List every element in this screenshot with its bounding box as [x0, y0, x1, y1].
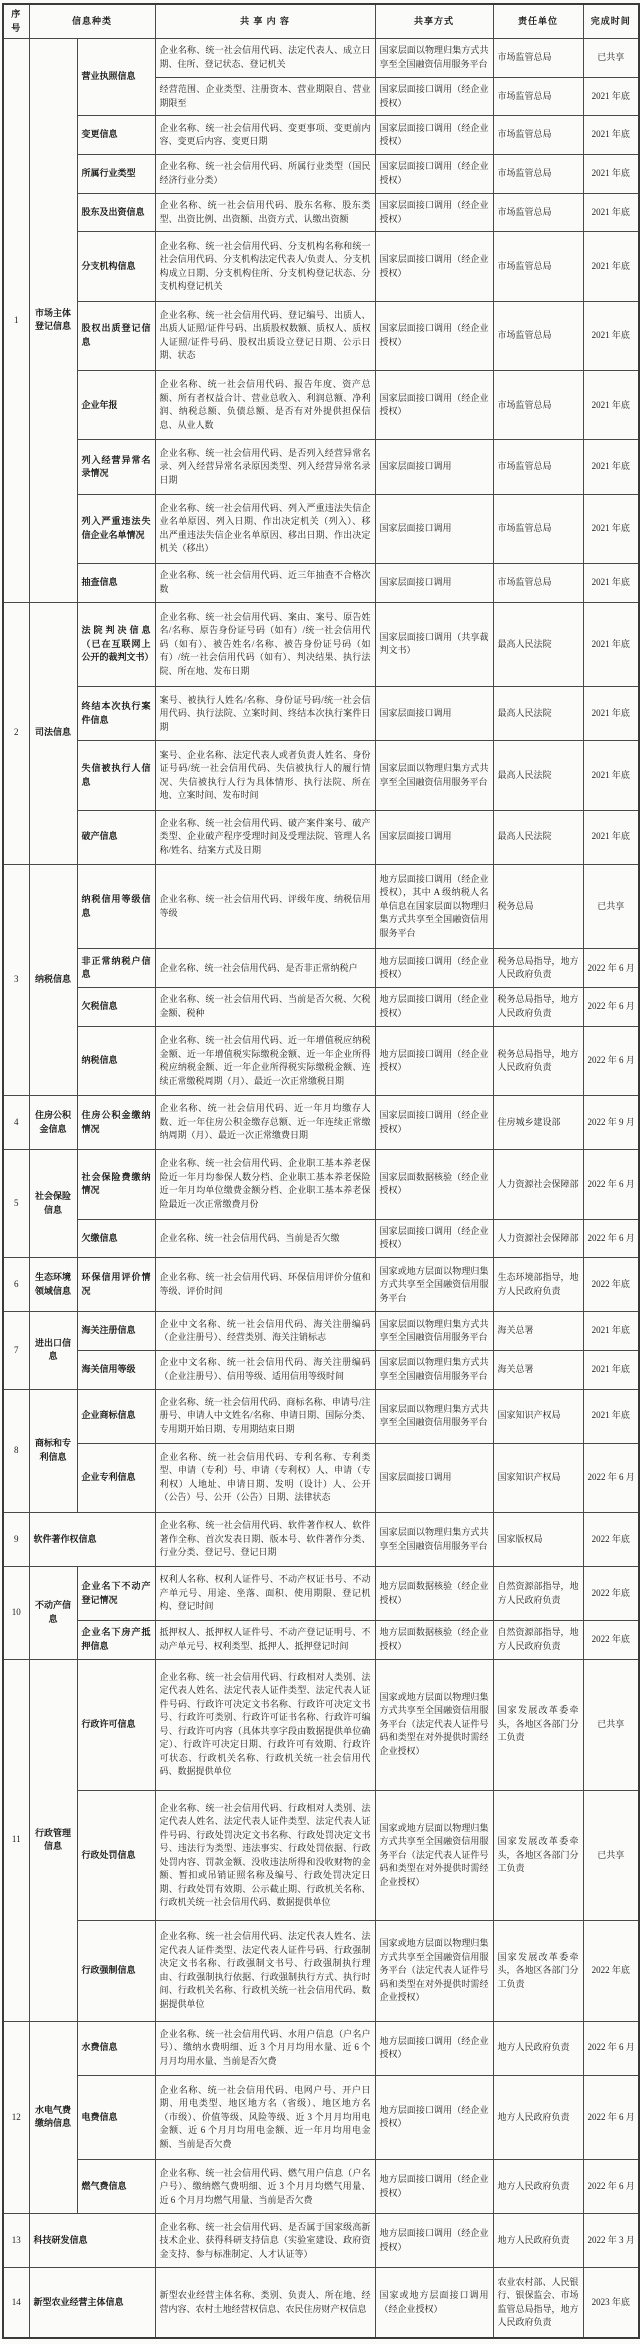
- method-cell: 地方层面接口调用（经企业授权）: [375, 949, 493, 988]
- method-cell: 地方层面接口调用（经企业授权）: [375, 2160, 493, 2214]
- type-cell: 非正常纳税户信息: [77, 949, 155, 988]
- table-row: [3, 440, 639, 494]
- content-cell: 企业名称、统一社会信用代码、行政相对人类别、法定代表人姓名、法定代表人证件类型、法定代表人证件号码、行政许可决定文书名称、行政许可决定文书号、行政许可类别、行政许可证书名称、行政许可编号、行政许可内容（具体共享字段由数据提供单位确定）、行政许可决定日期、行政许可有效期、行政许可状态、行政机关名称、行政机关统一社会信用代码、数据提供单位: [155, 1659, 375, 1790]
- type-cell: 住房公积金缴纳情况: [77, 1096, 155, 1150]
- content-cell: 企业名称、统一社会信用代码、当前是否欠缴: [155, 1219, 375, 1258]
- unit-cell: 国家知识产权局: [493, 1389, 583, 1443]
- category-cell: 市场主体登记信息: [29, 39, 77, 603]
- method-cell: 地方层面数据核验（经企业授权）: [375, 1567, 493, 1621]
- unit-cell: 税务总局指导，地方人民政府负责: [493, 988, 583, 1027]
- unit-cell: 地方人民政府负责: [493, 2214, 583, 2268]
- content-cell: 企业名称、统一社会信用代码、近三年抽查不合格次数: [155, 563, 375, 602]
- content-cell: 企业名称、统一社会信用代码、近一年增值税应纳税金额、近一年增值税实际缴税金额、近一年企业所得税应纳税金额、近一年企业所得税实际缴税金额、连续正常缴税周期（月）、最近一次正常缴税日期: [155, 1026, 375, 1095]
- type-cell: 破产信息: [77, 810, 155, 864]
- time-cell: 2022 年 6 月: [583, 1026, 639, 1095]
- type-cell: 海关注册信息: [77, 1312, 155, 1351]
- method-cell: 国家层面接口调用: [375, 563, 493, 602]
- table-row: [3, 1790, 639, 1921]
- type-cell: 所属行业类型: [77, 155, 155, 194]
- type-cell: 营业执照信息: [77, 39, 155, 116]
- time-cell: 2022 年底: [583, 1258, 639, 1312]
- row-number-cell: 2: [3, 602, 29, 864]
- header-completion-time: 完成时间: [583, 4, 639, 39]
- method-cell: 地方层面接口调用（经企业授权）: [375, 2075, 493, 2160]
- time-cell: 2021 年底: [583, 1350, 639, 1389]
- table-row: [3, 1026, 639, 1095]
- time-cell: 2021 年底: [583, 232, 639, 301]
- time-cell: 2022 年底: [583, 1513, 639, 1567]
- time-cell: 2022 年 6 月: [583, 1219, 639, 1258]
- unit-cell: 国家发展改革委牵头，各地区各部门分工负责: [493, 1790, 583, 1921]
- type-cell: 海关信用等级: [77, 1350, 155, 1389]
- method-cell: 国家层面以物理归集方式共享至全国融资信用服务平台: [375, 741, 493, 810]
- category-cell: 纳税信息: [29, 864, 77, 1095]
- type-cell: 行政许可信息: [77, 1659, 155, 1790]
- time-cell: 2021 年底: [583, 741, 639, 810]
- row-number-cell: 3: [3, 864, 29, 1095]
- row-number-cell: 13: [3, 2214, 29, 2268]
- table-row: [3, 1350, 639, 1389]
- table-row: [3, 741, 639, 810]
- type-cell: 企业商标信息: [77, 1389, 155, 1443]
- unit-cell: 住房城乡建设部: [493, 1096, 583, 1150]
- content-cell: 经营范围、企业类型、注册资本、营业期限自、营业期限至: [155, 77, 375, 116]
- type-cell: 欠缴信息: [77, 1219, 155, 1258]
- time-cell: 2021 年底: [583, 77, 639, 116]
- method-cell: 国家层面接口调用（经企业授权）: [375, 77, 493, 116]
- method-cell: 国家层面接口调用（经企业授权）: [375, 232, 493, 301]
- time-cell: 2021 年底: [583, 116, 639, 155]
- time-cell: 已共享: [583, 864, 639, 949]
- type-cell: 社会保险费缴纳情况: [77, 1150, 155, 1219]
- content-cell: 新型农业经营主体名称、类别、负责人、所在地、经营内容、农村土地经营权信息、农民住房财产权信息: [155, 2268, 375, 2338]
- type-cell: 企业专利信息: [77, 1443, 155, 1512]
- category-cell: 司法信息: [29, 602, 77, 864]
- table-row: [3, 810, 639, 864]
- content-cell: 企业名称、统一社会信用代码、行政相对人类别、法定代表人姓名、法定代表人证件类型、法定代表人证件号码、行政处罚决定文书名称、行政处罚决定文书号、违法行为类型、违法事实、行政处罚依据、行政处罚内容、罚款金额、没收违法所得和没收财物的金额、暂扣或吊销证照名称及编号、行政处罚决定日期、行政处罚有效期、公示截止期、行政机关名称、行政机关统一社会信用代码、数据提供单位: [155, 1790, 375, 1921]
- table-row: [3, 193, 639, 232]
- content-cell: 权利人名称、权利人证件号、不动产权证书号、不动产单元号、用途、坐落、面积、使用期限、登记机构、登记时间: [155, 1567, 375, 1621]
- method-cell: 国家层面接口调用（共享裁判文书）: [375, 602, 493, 687]
- header-sharing-method: 共享方式: [375, 4, 493, 39]
- content-cell: 企业名称、统一社会信用代码、环保信用评价分值和等级、评价时间: [155, 1258, 375, 1312]
- category-cell: 商标和专利信息: [29, 1389, 77, 1512]
- method-cell: 国家层面以物理归集方式共享至全国融资信用服务平台: [375, 1389, 493, 1443]
- table-row: [3, 2268, 639, 2338]
- unit-cell: 市场监管总局: [493, 77, 583, 116]
- type-cell: 失信被执行人信息: [77, 741, 155, 810]
- time-cell: 2021 年底: [583, 193, 639, 232]
- time-cell: 2022 年底: [583, 1621, 639, 1660]
- unit-cell: 国家版权局: [493, 1513, 583, 1567]
- content-cell: 企业名称、统一社会信用代码、所属行业类型（国民经济行业分类）: [155, 155, 375, 194]
- category-cell: 生态环境领域信息: [29, 1258, 77, 1312]
- unit-cell: 海关总署: [493, 1312, 583, 1351]
- method-cell: 国家层面接口调用: [375, 494, 493, 563]
- method-cell: 地方层面数据核验（经企业授权）: [375, 1621, 493, 1660]
- table-row: [3, 2075, 639, 2160]
- table-row: [3, 1258, 639, 1312]
- content-cell: 企业名称、统一社会信用代码、法定代表人、成立日期、住所、登记状态、登记机关: [155, 39, 375, 78]
- method-cell: 国家层面以物理归集方式共享至全国融资信用服务平台: [375, 1350, 493, 1389]
- category-cell: 行政管理信息: [29, 1659, 77, 2021]
- time-cell: 2022 年 6 月: [583, 988, 639, 1027]
- table-row: [3, 563, 639, 602]
- type-cell: 列入经营异常名录情况: [77, 440, 155, 494]
- unit-cell: 农业农村部、人民银行、银保监会、市场监管总局指导，地方人民政府负责: [493, 2268, 583, 2338]
- table-row: [3, 1443, 639, 1512]
- time-cell: 2022 年 6 月: [583, 2021, 639, 2075]
- content-cell: 企业名称、统一社会信用代码、列入严重违法失信企业名单原因、列入日期、作出决定机关（列入）、移出严重违法失信企业名单原因、移出日期、作出决定机关（移出）: [155, 494, 375, 563]
- time-cell: 2022 年 6 月: [583, 949, 639, 988]
- content-cell: 企业名称、统一社会信用代码、是否列入经营异常名录、列入经营异常名录原因类型、列入经营异常名录日期: [155, 440, 375, 494]
- type-cell: 电费信息: [77, 2075, 155, 2160]
- unit-cell: 市场监管总局: [493, 563, 583, 602]
- content-cell: 案号、企业名称、法定代表人或者负责人姓名、身份证号码/统一社会信用代码、失信被执行人的履行情况、失信被执行人行为具体情形、执行法院、所在地、立案时间、发布时间: [155, 741, 375, 810]
- table-row: [3, 2160, 639, 2214]
- unit-cell: 生态环境部指导，地方人民政府负责: [493, 1258, 583, 1312]
- unit-cell: 市场监管总局: [493, 440, 583, 494]
- time-cell: 2021 年底: [583, 687, 639, 741]
- method-cell: 地方层面接口调用（经企业授权）: [375, 2021, 493, 2075]
- content-cell: 企业名称、统一社会信用代码、电网户号、开户日期、用电类型、地区地方名（省级）、地区地方名（市级）、价值等级、风险等级、近 3 个月月均用电金额、近 6 个月月均用电金额、近一年月均用电金额、当前是否欠费: [155, 2075, 375, 2160]
- method-cell: 国家层面接口调用（经企业授权）: [375, 116, 493, 155]
- type-cell: 股权出质登记信息: [77, 301, 155, 370]
- time-cell: 2021 年底: [583, 301, 639, 370]
- unit-cell: 最高人民法院: [493, 602, 583, 687]
- content-cell: 企业名称、统一社会信用代码、评级年度、纳税信用等级: [155, 864, 375, 949]
- time-cell: 已共享: [583, 1790, 639, 1921]
- type-cell: 变更信息: [77, 116, 155, 155]
- table-row: [3, 371, 639, 440]
- time-cell: 2021 年底: [583, 440, 639, 494]
- content-cell: 企业名称、统一社会信用代码、燃气用户信息（户名户号）、缴纳燃气费明细、近 3 个月月均燃气用量、近 6 个月月均燃气用量、当前是否欠费: [155, 2160, 375, 2214]
- table-row: [3, 1513, 639, 1567]
- content-cell: 企业名称、统一社会信用代码、当前是否欠税、欠税金额、税种: [155, 988, 375, 1027]
- method-cell: 地方层面接口调用（经企业授权），其中 A 级纳税人名单信息在国家层面以物理归集方式共享至全国融资信用服务平台: [375, 864, 493, 949]
- row-number-cell: 9: [3, 1513, 29, 1567]
- header-shared-content: 共 享 内 容: [155, 4, 375, 39]
- type-cell: 水费信息: [77, 2021, 155, 2075]
- type-cell: 纳税信息: [77, 1026, 155, 1095]
- type-cell: 企业年报: [77, 371, 155, 440]
- unit-cell: 市场监管总局: [493, 193, 583, 232]
- category-cell: 社会保险信息: [29, 1150, 77, 1258]
- unit-cell: 国家发展改革委牵头，各地区各部门分工负责: [493, 1659, 583, 1790]
- method-cell: 国家或地方层面以物理归集方式共享至全国融资信用服务平台（法定代表人证件号码和类型在对外提供时需经企业授权）: [375, 1659, 493, 1790]
- time-cell: 2022 年 6 月: [583, 1443, 639, 1512]
- unit-cell: 税务总局指导，地方人民政府负责: [493, 949, 583, 988]
- method-cell: 国家层面以物理归集方式共享至全国融资信用服务平台: [375, 1312, 493, 1351]
- table-row: [3, 1567, 639, 1621]
- content-cell: 企业名称、统一社会信用代码、企业职工基本养老保险近一年月均参保人数分档、企业职工基本养老保险近一年月均单位缴费金额分档、企业职工基本养老保险最近一次正常缴费月份: [155, 1150, 375, 1219]
- table-row: [3, 949, 639, 988]
- time-cell: 2023 年底: [583, 2268, 639, 2338]
- table-row: [3, 494, 639, 563]
- table-row: [3, 232, 639, 301]
- unit-cell: 最高人民法院: [493, 687, 583, 741]
- info-sharing-table: [2, 3, 640, 2339]
- row-number-cell: 12: [3, 2021, 29, 2214]
- table-row: [3, 864, 639, 949]
- table-row: [3, 39, 639, 78]
- method-cell: 国家层面以物理归集方式共享至全国融资信用服务平台: [375, 39, 493, 78]
- method-cell: 国家层面接口调用（经企业授权）: [375, 1096, 493, 1150]
- time-cell: 已共享: [583, 39, 639, 78]
- table-body: [3, 39, 639, 2339]
- time-cell: 2021 年底: [583, 155, 639, 194]
- time-cell: 2021 年底: [583, 494, 639, 563]
- unit-cell: 自然资源部指导，地方人民政府负责: [493, 1621, 583, 1660]
- row-number-cell: 4: [3, 1096, 29, 1150]
- row-number-cell: 11: [3, 1659, 29, 2021]
- row-number-cell: 8: [3, 1389, 29, 1512]
- time-cell: 2021 年底: [583, 602, 639, 687]
- content-cell: 企业中文名称、统一社会信用代码、海关注册编码（企业注册号）、信用等级、适用信用等级时间: [155, 1350, 375, 1389]
- type-cell: 行政处罚信息: [77, 1790, 155, 1921]
- category-cell: 进出口信息: [29, 1312, 77, 1389]
- table-row: [3, 1621, 639, 1660]
- content-cell: 企业名称、统一社会信用代码、近一年月均缴存人数、近一年住房公积金缴存总额、近一年连续正常缴纳周期（月）、最近一次正常缴费日期: [155, 1096, 375, 1150]
- time-cell: 2021 年底: [583, 371, 639, 440]
- row-number-cell: 10: [3, 1567, 29, 1660]
- content-cell: 企业名称、统一社会信用代码、水用户信息（户名户号）、缴纳水费明细、近 3 个月月均用水量、近 6 个月月均用水量、当前是否欠费: [155, 2021, 375, 2075]
- table-row: [3, 988, 639, 1027]
- method-cell: 国家层面接口调用: [375, 440, 493, 494]
- type-cell: 企业名下房产抵押信息: [77, 1621, 155, 1660]
- unit-cell: 自然资源部指导，地方人民政府负责: [493, 1567, 583, 1621]
- row-number-cell: 7: [3, 1312, 29, 1389]
- category-cell: 软件著作权信息: [29, 1513, 155, 1567]
- time-cell: 2022 年底: [583, 1921, 639, 2021]
- content-cell: 企业名称、统一社会信用代码、是否非正常纳税户: [155, 949, 375, 988]
- table-row: [3, 1096, 639, 1150]
- type-cell: 行政强制信息: [77, 1921, 155, 2021]
- table-row: [3, 1312, 639, 1351]
- time-cell: 2021 年底: [583, 1389, 639, 1443]
- type-cell: 企业名下不动产登记情况: [77, 1567, 155, 1621]
- unit-cell: 市场监管总局: [493, 494, 583, 563]
- method-cell: 国家层面接口调用: [375, 1443, 493, 1512]
- content-cell: 抵押权人、抵押权人证件号、不动产登记证明号、不动产单元号、权利类型、抵押人、抵押登记时间: [155, 1621, 375, 1660]
- method-cell: 国家层面接口调用（经企业授权）: [375, 193, 493, 232]
- row-number-cell: 14: [3, 2268, 29, 2338]
- category-cell: 水电气费缴纳信息: [29, 2021, 77, 2214]
- time-cell: 2022 年底: [583, 1567, 639, 1621]
- table-row: [3, 2214, 639, 2268]
- method-cell: 国家层面接口调用: [375, 810, 493, 864]
- method-cell: 国家或地方层面接口调用（经企业授权）: [375, 2268, 493, 2338]
- type-cell: 欠税信息: [77, 988, 155, 1027]
- category-cell: 不动产信息: [29, 1567, 77, 1660]
- row-number-cell: 1: [3, 39, 29, 603]
- method-cell: 国家或地方层面以物理归集方式共享至全国融资信用服务平台（法定代表人证件号码和类型在对外提供时需经企业授权）: [375, 1921, 493, 2021]
- content-cell: 企业名称、统一社会信用代码、变更事项、变更前内容、变更后内容、变更日期: [155, 116, 375, 155]
- content-cell: 企业中文名称、统一社会信用代码、海关注册编码（企业注册号）、经营类别、海关注销标志: [155, 1312, 375, 1351]
- method-cell: 国家层面接口调用（经企业授权）: [375, 1219, 493, 1258]
- method-cell: 国家层面接口调用（经企业授权）: [375, 301, 493, 370]
- content-cell: 企业名称、统一社会信用代码、股东名称、股东类型、出资比例、出资额、出资方式、认缴出资额: [155, 193, 375, 232]
- time-cell: 2022 年 6 月: [583, 2160, 639, 2214]
- table-row: [3, 301, 639, 370]
- time-cell: 2021 年底: [583, 810, 639, 864]
- content-cell: 企业名称、统一社会信用代码、破产案件案号、破产类型、企业破产程序受理时间及受理法院、管理人名称/姓名、结案方式及日期: [155, 810, 375, 864]
- type-cell: 纳税信用等级信息: [77, 864, 155, 949]
- unit-cell: 税务总局指导，地方人民政府负责: [493, 1026, 583, 1095]
- unit-cell: 市场监管总局: [493, 155, 583, 194]
- unit-cell: 最高人民法院: [493, 810, 583, 864]
- content-cell: 企业名称、统一社会信用代码、分支机构名称和统一社会信用代码、分支机构法定代表人/负责人、分支机构成立日期、分支机构住所、分支机构登记状态、分支机构登记机关: [155, 232, 375, 301]
- header-serial-number: 序号: [3, 4, 29, 39]
- unit-cell: 市场监管总局: [493, 232, 583, 301]
- type-cell: 分支机构信息: [77, 232, 155, 301]
- row-number-cell: 5: [3, 1150, 29, 1258]
- content-cell: 企业名称、统一社会信用代码、登记编号、出质人、出质人证照/证件号码、出质股权数额、质权人、质权人证照/证件号码、股权出质设立登记日期、公示日期、状态: [155, 301, 375, 370]
- type-cell: 燃气费信息: [77, 2160, 155, 2214]
- table-row: [3, 116, 639, 155]
- time-cell: 2022 年 9 月: [583, 1096, 639, 1150]
- time-cell: 2022 年 3 月: [583, 2214, 639, 2268]
- content-cell: 企业名称、统一社会信用代码、软件著作权人、软件著作全称、首次发表日期、版本号、软件著作分类、行业分类、登记号、登记日期: [155, 1513, 375, 1567]
- table-row: [3, 1150, 639, 1219]
- content-cell: 企业名称、统一社会信用代码、报告年度、资产总额、所有者权益合计、营业总收入、利润总额、净利润、纳税总额、负债总额、是否有对外提供担保信息、从业人数: [155, 371, 375, 440]
- method-cell: 国家或地方层面以物理归集方式共享至全国融资信用服务平台: [375, 1258, 493, 1312]
- table-row: [3, 2021, 639, 2075]
- category-cell: 新型农业经营主体信息: [29, 2268, 155, 2338]
- type-cell: 抽查信息: [77, 563, 155, 602]
- unit-cell: 人力资源社会保障部: [493, 1150, 583, 1219]
- unit-cell: 海关总署: [493, 1350, 583, 1389]
- type-cell: 股东及出资信息: [77, 193, 155, 232]
- unit-cell: 地方人民政府负责: [493, 2021, 583, 2075]
- table-row: [3, 1389, 639, 1443]
- content-cell: 案号、被执行人姓名/名称、身份证号码/统一社会信用代码、执行法院、立案时间、终结本次执行案件日期: [155, 687, 375, 741]
- method-cell: 地方层面接口调用（经企业授权）: [375, 988, 493, 1027]
- method-cell: 地方层面接口调用（经企业授权）: [375, 1026, 493, 1095]
- table-row: [3, 602, 639, 687]
- time-cell: 2022 年 6 月: [583, 2075, 639, 2160]
- table-row: [3, 687, 639, 741]
- table-row: [3, 155, 639, 194]
- unit-cell: 国家发展改革委牵头，各地区各部门分工负责: [493, 1921, 583, 2021]
- type-cell: 环保信用评价情况: [77, 1258, 155, 1312]
- method-cell: 地方层面接口调用（经企业授权）: [375, 2214, 493, 2268]
- unit-cell: 最高人民法院: [493, 741, 583, 810]
- header-info-type: 信息种类: [29, 4, 155, 39]
- category-cell: 科技研发信息: [29, 2214, 155, 2268]
- content-cell: 企业名称、统一社会信用代码、法定代表人姓名、法定代表人证件类型、法定代表人证件号码、行政强制决定文书名称、行政强制文书号、行政强制执行理由、行政强制执行依据、行政强制执行方式、执行时间、行政机关名称、行政机关统一社会信用代码、数据提供单位: [155, 1921, 375, 2021]
- unit-cell: 税务总局: [493, 864, 583, 949]
- method-cell: 国家层面接口调用（经企业授权）: [375, 371, 493, 440]
- time-cell: 2021 年底: [583, 1312, 639, 1351]
- unit-cell: 人力资源社会保障部: [493, 1219, 583, 1258]
- unit-cell: 地方人民政府负责: [493, 2075, 583, 2160]
- time-cell: 已共享: [583, 1659, 639, 1790]
- header-responsible-unit: 责任单位: [493, 4, 583, 39]
- type-cell: 终结本次执行案件信息: [77, 687, 155, 741]
- method-cell: 国家层面以物理归集方式共享至全国融资信用服务平台: [375, 1513, 493, 1567]
- content-cell: 企业名称、统一社会信用代码、专利名称、专利类型、申请（专利）号、申请（专利权）人、申请（专利权）人地址、申请日期、发明（设计）人、公开（公告）号、公开（公告）日期、法律状态: [155, 1443, 375, 1512]
- category-cell: 住房公积金信息: [29, 1096, 77, 1150]
- unit-cell: 市场监管总局: [493, 116, 583, 155]
- unit-cell: 市场监管总局: [493, 371, 583, 440]
- unit-cell: 市场监管总局: [493, 301, 583, 370]
- row-number-cell: 6: [3, 1258, 29, 1312]
- time-cell: 2021 年底: [583, 563, 639, 602]
- header-row: [3, 4, 639, 39]
- table-row: [3, 1921, 639, 2021]
- table-row: [3, 1659, 639, 1790]
- time-cell: 2022 年 6 月: [583, 1150, 639, 1219]
- unit-cell: 市场监管总局: [493, 39, 583, 78]
- method-cell: 国家层面接口调用: [375, 687, 493, 741]
- type-cell: 法院判决信息（已在互联网上公开的裁判文书）: [77, 602, 155, 687]
- method-cell: 国家层面数据核验（经企业授权）: [375, 1150, 493, 1219]
- unit-cell: 国家知识产权局: [493, 1443, 583, 1512]
- content-cell: 企业名称、统一社会信用代码、商标名称、申请号/注册号、申请人中文姓名/名称、申请日期、国际分类、专用期开始日期、专用期结束日期: [155, 1389, 375, 1443]
- unit-cell: 地方人民政府负责: [493, 2160, 583, 2214]
- content-cell: 企业名称、统一社会信用代码、是否属于国家级高新技术企业、获得科研支持信息（实验室建设、政府资金支持、参与标准制定、人才认证等）: [155, 2214, 375, 2268]
- content-cell: 企业名称、统一社会信用代码、案由、案号、原告姓名/名称、原告身份证号码（如有）/统一社会信用代码（如有）、被告姓名/名称、被告身份证号码（如有）/统一社会信用代码（如有）、判决结果、执行法院、所在地、发布日期: [155, 602, 375, 687]
- method-cell: 国家或地方层面以物理归集方式共享至全国融资信用服务平台（法定代表人证件号码和类型在对外提供时需经企业授权）: [375, 1790, 493, 1921]
- type-cell: 列入严重违法失信企业名单情况: [77, 494, 155, 563]
- table-row: [3, 1219, 639, 1258]
- method-cell: 国家层面接口调用（经企业授权）: [375, 155, 493, 194]
